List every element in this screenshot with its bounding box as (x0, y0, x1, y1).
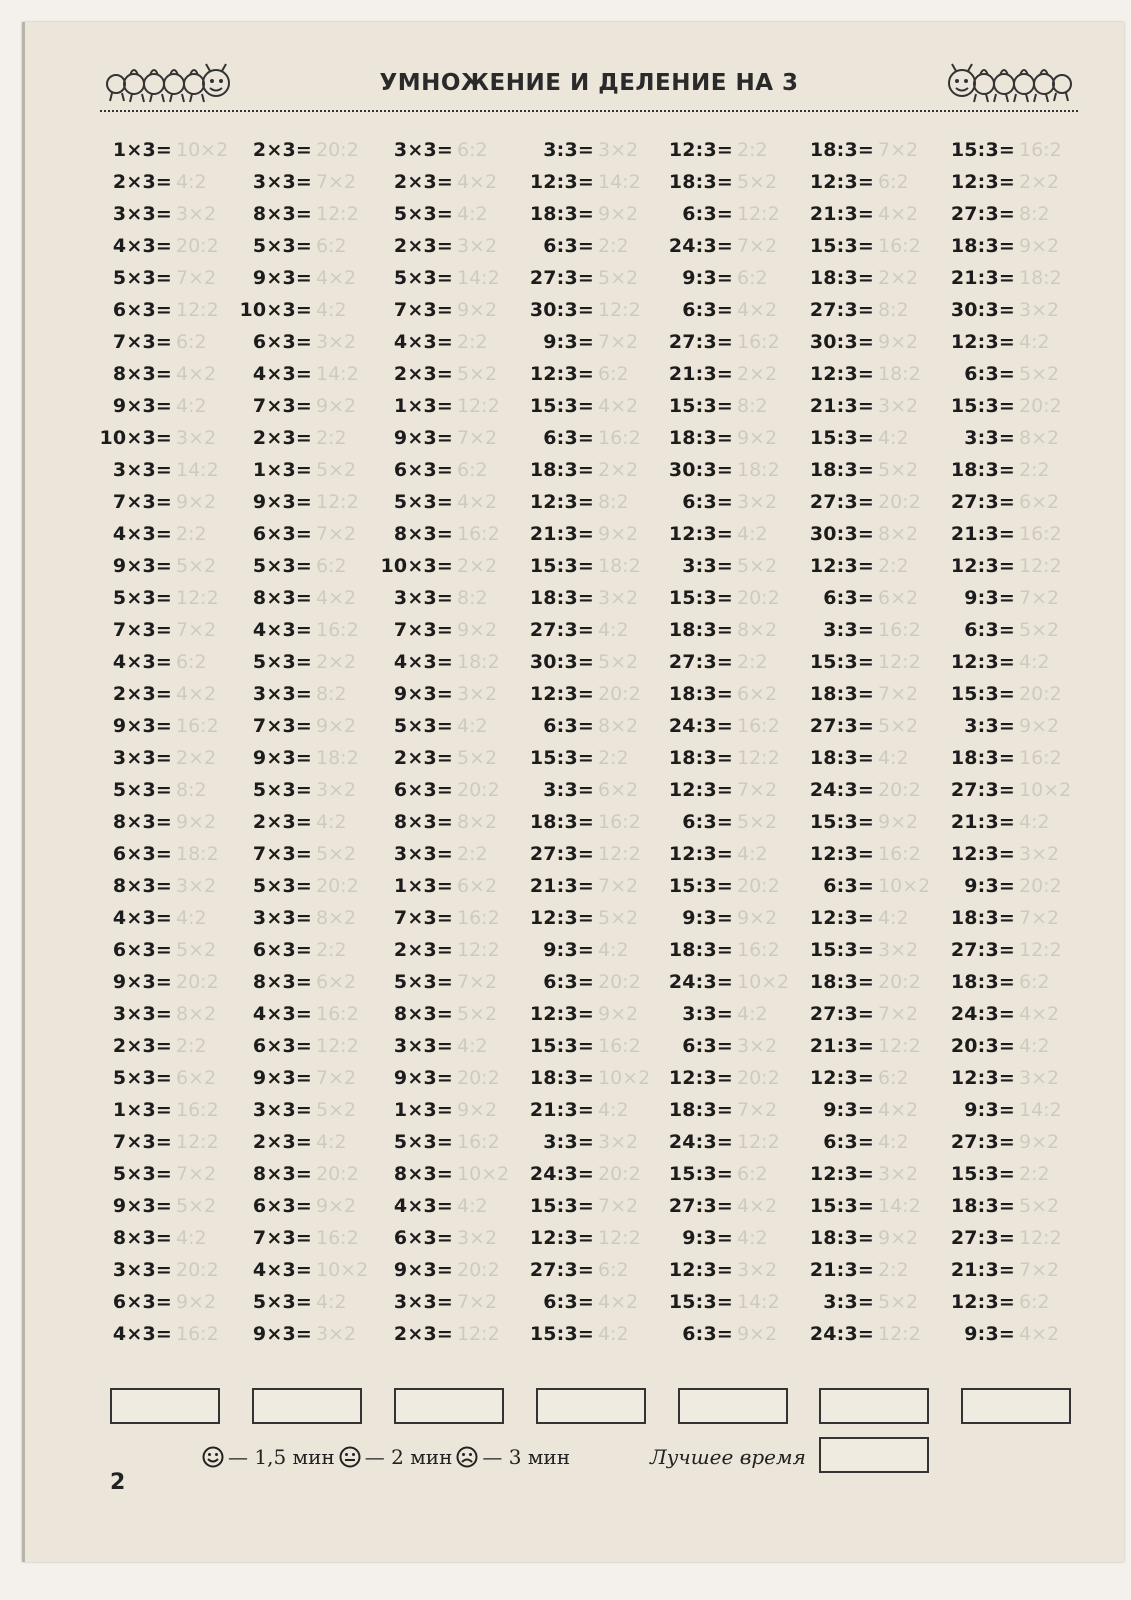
exercise-item: 12:3= (950, 1291, 1015, 1313)
exercise-item: 9:3= (682, 1227, 733, 1249)
exercise-item: 6×3= (252, 523, 312, 545)
exercise-item: 4×3= (393, 331, 453, 353)
exercise-item: 3×3= (252, 907, 312, 929)
exercise-item: 12:3= (529, 1003, 594, 1025)
exercise-item: 15:3= (529, 555, 594, 577)
exercise-item: 9×3= (112, 555, 172, 577)
exercise-item: 18:3= (950, 1195, 1015, 1217)
exercise-item: 15:3= (668, 1163, 733, 1185)
exercise-item: 15:3= (950, 395, 1015, 417)
exercise-item: 5×3= (112, 267, 172, 289)
exercise-item: 21:3= (529, 1099, 594, 1121)
exercise-item: 1×3= (393, 875, 453, 897)
exercise-item: 7×3= (112, 1131, 172, 1153)
exercise-item: 15:3= (809, 939, 874, 961)
exercise-item: 27:3= (529, 267, 594, 289)
exercise-item: 21:3= (950, 1259, 1015, 1281)
exercise-item: 5×3= (393, 267, 453, 289)
time-box[interactable] (961, 1388, 1071, 1424)
exercise-item: 6×3= (393, 1227, 453, 1249)
exercise-item: 18:3= (950, 971, 1015, 993)
time-box[interactable] (819, 1388, 929, 1424)
exercise-item: 5×3= (393, 203, 453, 225)
exercise-item: 27:3= (529, 619, 594, 641)
exercise-item: 27:3= (950, 1227, 1015, 1249)
exercise-item: 3×3= (393, 843, 453, 865)
exercise-item: 6×3= (112, 1291, 172, 1313)
exercise-item: 18:3= (809, 267, 874, 289)
exercise-item: 3:3= (543, 139, 594, 161)
exercise-item: 7×3= (393, 299, 453, 321)
exercise-item: 27:3= (668, 331, 733, 353)
exercise-item: 3:3= (823, 619, 874, 641)
exercise-item: 2×3= (393, 171, 453, 193)
exercise-item: 5×3= (252, 1291, 312, 1313)
exercise-item: 4×3= (252, 619, 312, 641)
exercise-item: 6:3= (543, 1291, 594, 1313)
exercise-item: 27:3= (529, 843, 594, 865)
exercise-item: 12:3= (809, 907, 874, 929)
exercise-item: 18:3= (529, 587, 594, 609)
exercise-item: 12:3= (668, 843, 733, 865)
caterpillar-icon (936, 62, 1076, 106)
exercise-item: 18:3= (668, 427, 733, 449)
exercise-item: 5×3= (252, 875, 312, 897)
exercise-item: 12:3= (950, 1067, 1015, 1089)
page-number: 2 (110, 1470, 126, 1495)
exercise-item: 5×3= (393, 491, 453, 513)
exercise-item: 3×3= (252, 1099, 312, 1121)
page-title: УМНОЖЕНИЕ И ДЕЛЕНИЕ НА 3 (379, 70, 799, 96)
exercise-item: 15:3= (950, 139, 1015, 161)
exercise-item: 4×3= (252, 363, 312, 385)
exercise-item: 6:3= (543, 235, 594, 257)
exercise-item: 8×3= (393, 523, 453, 545)
exercise-item: 12:3= (950, 331, 1015, 353)
exercise-item: 12:3= (529, 907, 594, 929)
exercise-item: 15:3= (529, 1195, 594, 1217)
exercise-item: 27:3= (809, 491, 874, 513)
exercise-item: 18:3= (529, 1067, 594, 1089)
exercise-item: 9:3= (682, 907, 733, 929)
exercise-item: 27:3= (950, 1131, 1015, 1153)
exercise-item: 18:3= (950, 747, 1015, 769)
exercise-item: 18:3= (668, 939, 733, 961)
exercise-item: 15:3= (529, 395, 594, 417)
exercise-item: 9×3= (112, 715, 172, 737)
exercise-item: 6:3= (682, 203, 733, 225)
exercise-item: 12:3= (950, 843, 1015, 865)
exercise-item: 3×3= (393, 587, 453, 609)
exercise-item: 9×3= (252, 491, 312, 513)
time-box[interactable] (252, 1388, 362, 1424)
exercise-item: 18:3= (809, 459, 874, 481)
exercise-item: 15:3= (668, 875, 733, 897)
exercise-item: 3:3= (964, 715, 1015, 737)
exercise-item: 9:3= (543, 331, 594, 353)
exercise-item: 1×3= (112, 139, 172, 161)
exercise-item: 24:3= (668, 715, 733, 737)
exercise-item: 7×3= (112, 619, 172, 641)
exercise-item: 3×3= (112, 459, 172, 481)
exercise-item: 18:3= (950, 235, 1015, 257)
exercise-item: 30:3= (529, 299, 594, 321)
exercise-item: 2×3= (393, 363, 453, 385)
exercise-item: 12:3= (809, 171, 874, 193)
exercise-item: 6:3= (823, 875, 874, 897)
exercise-item: 2×3= (252, 1131, 312, 1153)
exercise-item: 12:3= (529, 363, 594, 385)
time-box[interactable] (394, 1388, 504, 1424)
exercise-item: 24:3= (529, 1163, 594, 1185)
exercise-item: 21:3= (950, 523, 1015, 545)
exercise-item: 10×3= (380, 555, 453, 577)
best-time-label: Лучшее время (650, 1445, 806, 1469)
exercise-item: 12:3= (950, 171, 1015, 193)
exercise-item: 18:3= (668, 1099, 733, 1121)
exercise-item: 27:3= (668, 1195, 733, 1217)
exercise-item: 24:3= (668, 235, 733, 257)
exercise-item: 5×3= (393, 715, 453, 737)
exercise-item: 3:3= (682, 1003, 733, 1025)
exercise-item: 15:3= (809, 235, 874, 257)
exercise-item: 27:3= (950, 939, 1015, 961)
exercise-item: 9×3= (252, 267, 312, 289)
exercise-item: 5×3= (252, 555, 312, 577)
exercise-item: 4×3= (112, 1323, 172, 1345)
exercise-item: 2×3= (252, 811, 312, 833)
exercise-item: 18:3= (809, 1227, 874, 1249)
exercise-item: 9×3= (112, 1195, 172, 1217)
exercise-item: 3×3= (252, 683, 312, 705)
exercise-item: 6:3= (682, 1323, 733, 1345)
exercise-item: 12:3= (809, 1163, 874, 1185)
exercise-item: 12:3= (950, 555, 1015, 577)
exercise-item: 6×3= (252, 1035, 312, 1057)
exercise-item: 6×3= (393, 459, 453, 481)
exercise-item: 9:3= (964, 1099, 1015, 1121)
time-1: — 1,5 мин (228, 1445, 335, 1469)
exercise-item: 2×3= (112, 1035, 172, 1057)
exercise-item: 2×3= (393, 235, 453, 257)
exercise-item: 9×3= (393, 683, 453, 705)
exercise-item: 12:3= (529, 683, 594, 705)
exercise-item: 8×3= (393, 811, 453, 833)
exercise-item: 6:3= (543, 715, 594, 737)
exercise-item: 6:3= (543, 427, 594, 449)
exercise-item: 15:3= (668, 1291, 733, 1313)
exercise-item: 9:3= (823, 1099, 874, 1121)
exercise-item: 24:3= (668, 971, 733, 993)
exercise-item: 8×3= (252, 587, 312, 609)
exercise-item: 24:3= (668, 1131, 733, 1153)
exercise-item: 9:3= (964, 1323, 1015, 1345)
exercise-item: 18:3= (809, 683, 874, 705)
happy-face-icon (202, 1446, 224, 1468)
exercise-item: 15:3= (668, 395, 733, 417)
exercise-item: 18:3= (529, 459, 594, 481)
exercise-item: 27:3= (668, 651, 733, 673)
exercise-item: 6×3= (252, 939, 312, 961)
exercise-item: 8×3= (112, 811, 172, 833)
exercise-item: 2×3= (393, 939, 453, 961)
time-3: — 3 мин (482, 1445, 571, 1469)
exercise-item: 12:3= (668, 779, 733, 801)
exercise-item: 3×3= (112, 1259, 172, 1281)
exercise-item: 6:3= (682, 299, 733, 321)
exercise-item: 7×3= (252, 843, 312, 865)
exercise-item: 12:3= (529, 491, 594, 513)
exercise-item: 6×3= (112, 299, 172, 321)
exercise-item: 9×3= (252, 747, 312, 769)
exercise-item: 15:3= (668, 587, 733, 609)
neutral-face-icon (339, 1446, 361, 1468)
exercise-item: 6:3= (682, 1035, 733, 1057)
exercise-item: 6:3= (823, 587, 874, 609)
exercise-item: 8×3= (393, 1003, 453, 1025)
exercise-item: 21:3= (668, 363, 733, 385)
exercise-item: 18:3= (668, 619, 733, 641)
exercise-item: 30:3= (809, 331, 874, 353)
exercise-item: 6×3= (252, 331, 312, 353)
header (100, 60, 1078, 112)
exercise-item: 6×3= (252, 1195, 312, 1217)
exercise-item: 7×3= (252, 715, 312, 737)
exercise-item: 3×3= (393, 139, 453, 161)
exercise-item: 2×3= (252, 139, 312, 161)
exercise-item: 6:3= (682, 491, 733, 513)
exercise-item: 5×3= (112, 1067, 172, 1089)
exercise-item: 8×3= (252, 1163, 312, 1185)
exercise-item: 30:3= (529, 651, 594, 673)
exercise-item: 27:3= (809, 299, 874, 321)
exercise-item: 21:3= (529, 875, 594, 897)
exercise-item: 27:3= (950, 203, 1015, 225)
exercise-item: 27:3= (809, 1003, 874, 1025)
exercise-item: 2×3= (252, 427, 312, 449)
exercise-item: 21:3= (950, 267, 1015, 289)
exercise-item: 8×3= (112, 875, 172, 897)
exercise-item: 4×3= (112, 523, 172, 545)
exercise-item: 21:3= (950, 811, 1015, 833)
exercise-item: 2×3= (393, 1323, 453, 1345)
exercise-item: 9×3= (112, 395, 172, 417)
exercise-item: 3×3= (393, 1291, 453, 1313)
exercise-item: 3×3= (112, 747, 172, 769)
exercise-item: 5×3= (252, 779, 312, 801)
exercise-item: 15:3= (529, 747, 594, 769)
exercise-item: 3:3= (543, 779, 594, 801)
exercise-item: 4×3= (112, 235, 172, 257)
exercise-item: 7×3= (393, 907, 453, 929)
exercise-item: 18:3= (950, 459, 1015, 481)
time-box[interactable] (678, 1388, 788, 1424)
exercise-item: 8×3= (393, 1163, 453, 1185)
exercise-item: 9:3= (682, 267, 733, 289)
exercise-item: 4×3= (393, 651, 453, 673)
exercise-item: 3×3= (252, 171, 312, 193)
exercise-item: 8×3= (112, 1227, 172, 1249)
exercise-item: 21:3= (809, 1259, 874, 1281)
exercise-item: 6:3= (964, 619, 1015, 641)
exercise-item: 10×3= (99, 427, 172, 449)
exercise-item: 27:3= (950, 779, 1015, 801)
exercise-item: 1×3= (112, 1099, 172, 1121)
exercise-item: 18:3= (809, 971, 874, 993)
exercise-item: 12:3= (809, 363, 874, 385)
exercise-item: 4×3= (252, 1259, 312, 1281)
exercise-item: 12:3= (529, 1227, 594, 1249)
exercise-item: 7×3= (252, 1227, 312, 1249)
exercise-item: 3:3= (682, 555, 733, 577)
exercise-item: 18:3= (809, 747, 874, 769)
exercise-item: 18:3= (668, 683, 733, 705)
exercise-item: 2×3= (112, 683, 172, 705)
exercise-item: 7×3= (112, 491, 172, 513)
exercise-item: 18:3= (529, 811, 594, 833)
exercise-item: 18:3= (668, 171, 733, 193)
time-box[interactable] (110, 1388, 220, 1424)
exercise-item: 18:3= (668, 747, 733, 769)
exercise-item: 4×3= (252, 1003, 312, 1025)
exercise-item: 27:3= (950, 491, 1015, 513)
exercise-item: 9×3= (393, 427, 453, 449)
exercise-item: 15:3= (809, 651, 874, 673)
exercise-item: 21:3= (529, 523, 594, 545)
exercise-item: 9:3= (964, 587, 1015, 609)
exercise-item: 1×3= (252, 459, 312, 481)
exercise-item: 21:3= (809, 1035, 874, 1057)
exercise-item: 27:3= (529, 1259, 594, 1281)
exercise-item: 3:3= (543, 1131, 594, 1153)
exercise-item: 5×3= (112, 587, 172, 609)
exercise-item: 8×3= (112, 363, 172, 385)
time-legend (198, 1439, 570, 1475)
exercise-item: 6:3= (964, 363, 1015, 385)
exercise-item: 15:3= (950, 683, 1015, 705)
exercise-item: 6:3= (823, 1131, 874, 1153)
exercise-item: 7×3= (112, 331, 172, 353)
time-2: — 2 мин (364, 1445, 453, 1469)
exercise-item: 1×3= (393, 395, 453, 417)
exercise-item: 4×3= (112, 651, 172, 673)
exercise-item: 12:3= (809, 555, 874, 577)
exercise-item: 12:3= (668, 1259, 733, 1281)
exercise-item: 9:3= (543, 939, 594, 961)
exercise-item: 5×3= (112, 1163, 172, 1185)
exercise-item: 3:3= (823, 1291, 874, 1313)
exercise-item: 5×3= (252, 235, 312, 257)
sad-face-icon (456, 1446, 478, 1468)
exercise-item: 9×3= (393, 1067, 453, 1089)
exercise-item: 9×3= (393, 1259, 453, 1281)
exercise-item: 15:3= (809, 811, 874, 833)
exercise-item: 15:3= (950, 1163, 1015, 1185)
exercise-item: 5×3= (393, 971, 453, 993)
exercise-item: 3×3= (112, 1003, 172, 1025)
exercise-item: 2×3= (393, 747, 453, 769)
exercise-item: 20:3= (950, 1035, 1015, 1057)
exercise-item: 5×3= (252, 651, 312, 673)
exercise-item: 5×3= (112, 779, 172, 801)
exercise-item: 10×3= (239, 299, 312, 321)
exercise-item: 5×3= (393, 1131, 453, 1153)
exercise-item: 24:3= (809, 1323, 874, 1345)
exercise-item: 8×3= (252, 971, 312, 993)
exercise-item: 6:3= (543, 971, 594, 993)
exercise-item: 4×3= (112, 907, 172, 929)
exercise-item: 15:3= (529, 1323, 594, 1345)
exercise-item: 30:3= (668, 459, 733, 481)
exercise-item: 9×3= (252, 1323, 312, 1345)
exercise-item: 7×3= (393, 619, 453, 641)
exercise-item: 1×3= (393, 1099, 453, 1121)
time-box[interactable] (536, 1388, 646, 1424)
exercise-item: 12:3= (809, 843, 874, 865)
exercise-item: 2×3= (112, 171, 172, 193)
exercise-item: 3:3= (964, 427, 1015, 449)
exercise-item: 4×3= (393, 1195, 453, 1217)
exercise-item: 9:3= (964, 875, 1015, 897)
exercise-item: 3×3= (112, 203, 172, 225)
exercise-item: 24:3= (950, 1003, 1015, 1025)
exercise-item: 6:3= (682, 811, 733, 833)
exercise-item: 18:3= (950, 907, 1015, 929)
exercise-item: 7×3= (252, 395, 312, 417)
exercise-item: 21:3= (809, 395, 874, 417)
exercise-item: 24:3= (809, 779, 874, 801)
exercise-item: 12:3= (529, 171, 594, 193)
exercise-item: 6×3= (112, 939, 172, 961)
exercise-item: 15:3= (529, 1035, 594, 1057)
exercise-item: 12:3= (668, 1067, 733, 1089)
exercise-item: 12:3= (668, 139, 733, 161)
exercise-item: 12:3= (809, 1067, 874, 1089)
exercise-item: 30:3= (809, 523, 874, 545)
exercise-item: 30:3= (950, 299, 1015, 321)
exercise-item: 27:3= (809, 715, 874, 737)
exercise-item: 8×3= (252, 203, 312, 225)
exercise-item: 15:3= (809, 427, 874, 449)
exercise-item: 9×3= (252, 1067, 312, 1089)
exercise-item: 12:3= (950, 651, 1015, 673)
exercise-item: 3×3= (393, 1035, 453, 1057)
exercise-item: 18:3= (529, 203, 594, 225)
exercise-item: 12:3= (668, 523, 733, 545)
exercise-item: 21:3= (809, 203, 874, 225)
best-time-box[interactable] (819, 1437, 929, 1473)
exercise-item: 9×3= (112, 971, 172, 993)
exercise-item: 18:3= (809, 139, 874, 161)
exercise-item: 6×3= (393, 779, 453, 801)
exercise-item: 6×3= (112, 843, 172, 865)
exercise-item: 15:3= (809, 1195, 874, 1217)
